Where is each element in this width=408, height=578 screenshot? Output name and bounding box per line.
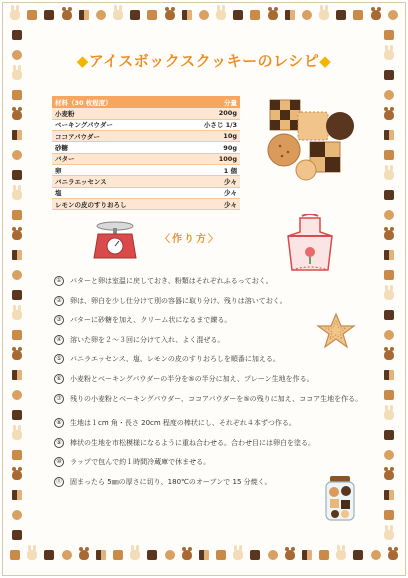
step-number: ⑧ [54,418,64,428]
ingredient-name: 小麦粉 [52,108,177,119]
square-cookie-icon [250,10,260,20]
list-item [54,457,364,467]
choco-cookie-icon [384,310,394,320]
ingredient-name: ベーキングパウダー [52,119,177,130]
step-number: ⑪ [55,477,62,485]
round-cookie-icon [388,10,398,20]
list-item [54,276,364,286]
round-cookie-icon [165,550,175,560]
square-cookie-icon [384,390,394,400]
bear-cookie-icon [285,550,295,560]
method-title: 〈作り方〉 [160,234,220,245]
step-number: ⑤ [54,354,64,364]
table-row [52,176,240,187]
bear-cookie-icon [12,110,22,120]
checker-cookie-icon [199,550,209,560]
square-cookie-icon [12,210,22,220]
step-text: 棒状の生地を市松模様になるように重ね合わせる。合わせ目には卵白を塗る。 [70,438,315,447]
checker-cookie-icon [12,490,22,500]
bunny-cookie-icon [27,550,37,560]
square-cookie-icon [384,510,394,520]
square-cookie-icon [147,10,157,20]
ingredient-name: バター [52,153,177,164]
step-text: 卵は、卵白を少し仕分けて別の容器に取り分け、残りは溶いておく。 [70,296,287,305]
step-text: バニラエッセンス、塩、レモンの皮のすりおろしを順番に加える。 [70,355,280,364]
round-cookie-icon [384,330,394,340]
bear-cookie-icon [384,470,394,480]
square-cookie-icon [27,10,37,20]
checker-cookie-icon [12,130,22,140]
step-text: ラップで包んで約１時間冷蔵庫で休ませる。 [70,458,211,467]
ingredients-header-row [52,96,240,108]
bunny-cookie-icon [12,310,22,320]
checker-cookie-icon [79,10,89,20]
ingredient-qty: 90g [177,142,240,153]
round-cookie-icon [384,90,394,100]
ingredient-qty: 1 個 [177,164,240,175]
list-item [54,354,364,364]
bunny-cookie-icon [130,550,140,560]
step-number: ④ [54,335,64,345]
step-number: ⑥ [54,374,64,384]
bunny-cookie-icon [113,10,123,20]
ingredient-qty: 200g [177,108,240,119]
diamond-marker-right: ◆ [319,52,332,70]
step-number: ① [54,276,64,286]
checker-cookie-icon [384,370,394,380]
ingredient-qty: 少々 [177,176,240,187]
list-item [54,374,364,384]
method-steps [54,276,364,497]
round-cookie-icon [384,450,394,460]
checker-cookie-icon [384,130,394,140]
round-cookie-icon [12,150,22,160]
bunny-cookie-icon [384,170,394,180]
cookie-border-right [384,30,394,540]
ingredient-name: 卵 [52,164,177,175]
round-cookie-icon [199,10,209,20]
list-item [54,438,364,448]
round-cookie-icon [12,510,22,520]
checker-cookie-icon [12,250,22,260]
bunny-cookie-icon [384,530,394,540]
table-row [52,108,240,119]
ingredient-name: バニラエッセンス [52,176,177,187]
choco-cookie-icon [44,10,54,20]
choco-cookie-icon [250,550,260,560]
table-row [52,142,240,153]
bear-cookie-icon [388,550,398,560]
step-text: 生地は１cm 角・長さ 20cm 程度の棒状にし、それぞれ４本ずつ作る。 [70,419,296,428]
step-text: 小麦粉とベーキングパウダーの半分を⑤の半分に加え、プレーン生地を作る。 [70,374,314,383]
bunny-cookie-icon [12,190,22,200]
bunny-cookie-icon [233,550,243,560]
checker-cookie-icon [285,10,295,20]
cookie-border-top [10,10,398,20]
table-row [52,164,240,175]
square-cookie-icon [216,550,226,560]
round-cookie-icon [268,134,300,166]
step-text: バターに砂糖を加え、クリーム状になるまで練る。 [70,316,232,325]
square-cookie-icon [384,150,394,160]
table-row [52,198,240,209]
ingredient-name: レモンの皮のすりおろし [52,198,177,209]
ingredients-table [52,96,240,210]
choco-cookie-icon [147,550,157,560]
square-cookie-icon [298,112,328,140]
cookie-plate-icon [262,96,362,182]
choco-cookie-icon [384,70,394,80]
title-text: アイスボックスクッキーのレシピ [88,52,320,70]
ingredient-qty: 少々 [177,198,240,209]
step-number: ⑨ [54,438,64,448]
bear-cookie-icon [384,230,394,240]
bear-cookie-icon [384,110,394,120]
square-cookie-icon [384,30,394,40]
cookie-jar-icon [322,474,358,522]
square-cookie-icon [12,450,22,460]
choco-cookie-icon [12,530,22,540]
choco-cookie-icon [12,410,22,420]
list-item [54,296,364,306]
bear-cookie-icon [79,550,89,560]
bunny-cookie-icon [319,10,329,20]
choco-cookie-icon [233,10,243,20]
step-number: ⑩ [54,457,64,467]
bear-cookie-icon [12,350,22,360]
checker-cookie-icon [182,10,192,20]
checker-cookie-icon [96,550,106,560]
header-ingredient: 材料（30 枚程度） [52,96,177,108]
choco-cookie-icon [384,190,394,200]
square-cookie-icon [12,330,22,340]
square-cookie-icon [10,550,20,560]
bear-cookie-icon [371,10,381,20]
ingredient-name: 砂糖 [52,142,177,153]
bear-cookie-icon [12,230,22,240]
bunny-cookie-icon [10,10,20,20]
step-text: 残りの小麦粉とベーキングパウダー、ココアパウダーを⑤の残りに加え、ココア生地を作る。 [70,394,363,403]
choco-cookie-icon [12,290,22,300]
ingredient-qty: 少々 [177,187,240,198]
step-number: ⑦ [54,394,64,404]
bunny-cookie-icon [216,10,226,20]
choco-cookie-icon [130,10,140,20]
bunny-cookie-icon [12,70,22,80]
round-cookie-icon [302,10,312,20]
round-cookie-icon [12,390,22,400]
ingredient-name: ココアパウダー [52,131,177,142]
choco-cookie-icon [384,430,394,440]
ingredient-qty: 小さじ 1/3 [177,119,240,130]
checker-cookie-icon [12,370,22,380]
step-number: ③ [54,315,64,325]
list-item [54,418,364,428]
bear-cookie-icon [62,10,72,20]
round-cookie-icon [12,270,22,280]
checker-cookie-icon [384,250,394,260]
bunny-cookie-icon [384,410,394,420]
choco-cookie-icon [336,10,346,20]
checker-cookie-icon [384,490,394,500]
choco-cookie-icon [353,550,363,560]
step-text: 溶いた卵を２～３回に分けて入れ、よく混ぜる。 [70,335,225,344]
ingredient-qty: 100g [177,153,240,164]
choco-cookie-icon [12,170,22,180]
apron-icon [284,214,336,274]
choco-cookie-icon [12,30,22,40]
step-text: バターと卵は室温に戻しておき、粉類はそれぞれふるっておく。 [70,277,273,285]
choco-cookie-icon [44,550,54,560]
bear-cookie-icon [182,550,192,560]
star-cookie-icon [316,312,356,350]
ingredient-name: 塩 [52,187,177,198]
list-item [54,394,364,409]
round-cookie-icon [371,550,381,560]
table-row [52,153,240,164]
square-cookie-icon [113,550,123,560]
cookie-border-left [12,30,22,540]
square-cookie-icon [319,550,329,560]
square-cookie-icon [12,90,22,100]
bear-cookie-icon [165,10,175,20]
bear-cookie-icon [268,10,278,20]
header-quantity: 分量 [177,96,240,108]
diamond-marker-left: ◆ [76,52,89,70]
checker-cookie-icon [270,100,300,130]
page-title [0,50,408,71]
round-cookie-icon [96,10,106,20]
table-row [52,187,240,198]
square-cookie-icon [384,270,394,280]
round-cookie-icon [268,550,278,560]
list-item [54,477,364,487]
square-cookie-icon [353,10,363,20]
bunny-cookie-icon [336,550,346,560]
bunny-cookie-icon [12,430,22,440]
ingredient-qty: 10g [177,131,240,142]
round-cookie-icon [384,210,394,220]
bunny-cookie-icon [384,290,394,300]
cookie-border-bottom [10,550,398,560]
round-cookie-icon [62,550,72,560]
table-row [52,131,240,142]
bear-cookie-icon [384,350,394,360]
step-number: ② [54,296,64,306]
bear-cookie-icon [12,470,22,480]
step-text: 固まったら 5㎜の厚さに切り、180℃のオーブンで 15 分焼く。 [70,477,272,486]
table-row [52,119,240,130]
kitchen-scale-icon [92,220,138,260]
checker-cookie-icon [302,550,312,560]
